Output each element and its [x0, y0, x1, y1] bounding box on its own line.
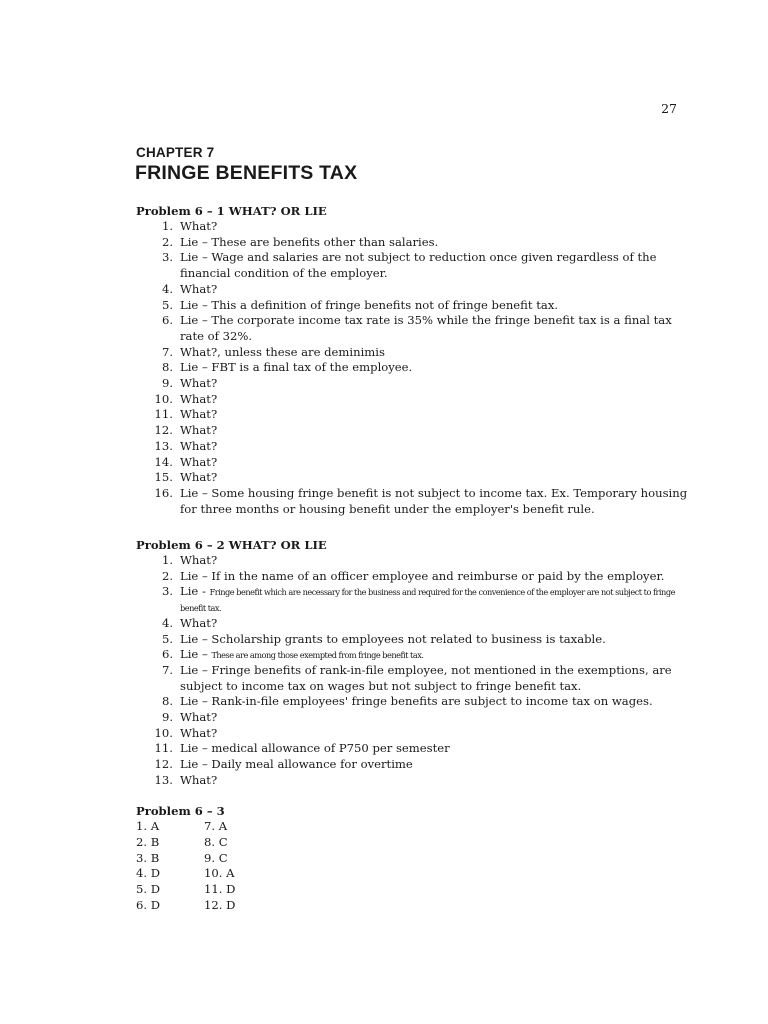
list-item — [136, 663, 696, 694]
item-text: Lie – This a definition of fringe benefits not of fringe benefit tax. — [180, 297, 559, 312]
answer-row — [136, 882, 235, 898]
item-number: 2. — [161, 568, 173, 583]
problem-1-title: Problem 6 – 1 WHAT? OR LIE — [136, 204, 327, 218]
list-item — [136, 569, 696, 585]
item-text: Lie – FBT is a final tax of the employee. — [180, 360, 413, 375]
list-item — [136, 647, 696, 663]
list-item — [136, 392, 696, 408]
item-text: What? — [180, 615, 218, 630]
item-number: 12. — [154, 757, 173, 772]
answer-cell: 6. D — [136, 897, 161, 912]
answer-cell: 3. B — [136, 850, 160, 865]
item-number: 1. — [161, 553, 173, 567]
item-number: 13. — [154, 772, 173, 787]
list-item — [136, 553, 696, 569]
item-prefix: Lie – — [180, 647, 212, 662]
item-number: 10. — [154, 391, 173, 406]
answer-row — [136, 835, 235, 851]
item-text: Lie – Daily meal allowance for overtime — [180, 757, 413, 772]
item-text: What?, unless these are deminimis — [180, 344, 385, 359]
item-number: 14. — [154, 454, 173, 469]
problem-3-title: Problem 6 – 3 — [136, 804, 225, 818]
list-item — [136, 773, 696, 789]
answer-cell: 10. A — [204, 866, 235, 881]
answer-cell: 12. D — [204, 897, 236, 912]
item-small-text: Fringe benefit which are necessary for the business and required for the convenience of the employer are not subject to fringe benefit tax. — [180, 587, 675, 614]
item-text: What? — [180, 553, 218, 567]
chapter-label: CHAPTER 7 — [136, 145, 215, 160]
list-item — [136, 694, 696, 710]
answer-row — [136, 819, 235, 835]
item-number: 11. — [154, 407, 173, 422]
list-item — [136, 726, 696, 742]
list-item — [136, 219, 696, 235]
item-number: 11. — [154, 741, 173, 756]
item-number: 2. — [161, 234, 173, 249]
list-item — [136, 376, 696, 392]
item-text: Lie – The corporate income tax rate is 35% while the fringe benefit tax is a final tax rate of 32%. — [180, 313, 672, 343]
item-number: 6. — [161, 313, 173, 328]
problem-2-list — [136, 553, 696, 789]
list-item — [136, 616, 696, 632]
item-text: Lie – medical allowance of P750 per semester — [180, 741, 450, 756]
answer-cell: 9. C — [204, 850, 228, 865]
item-text: Lie – Rank-in-file employees' fringe benefits are subject to income tax on wages. — [180, 694, 653, 709]
answer-cell: 11. D — [204, 882, 236, 897]
item-text: What? — [180, 725, 218, 740]
list-item — [136, 584, 696, 615]
item-text: What? — [180, 376, 218, 391]
answer-row — [136, 898, 235, 914]
item-number: 9. — [161, 710, 173, 725]
list-item — [136, 282, 696, 298]
list-item — [136, 439, 696, 455]
item-text: Lie – Fringe benefits of rank-in-file employee, not mentioned in the exemptions, are subject to income tax on wages but not subject to fringe benefit tax. — [180, 662, 672, 693]
list-item — [136, 710, 696, 726]
list-item — [136, 486, 696, 517]
answer-row — [136, 866, 235, 882]
answer-cell: 2. B — [136, 834, 160, 849]
item-number: 13. — [154, 438, 173, 453]
list-item — [136, 470, 696, 486]
item-number: 10. — [154, 725, 173, 740]
item-number: 12. — [154, 423, 173, 438]
list-item — [136, 360, 696, 376]
list-item — [136, 741, 696, 757]
item-text: What? — [180, 470, 218, 485]
answer-row — [136, 851, 235, 867]
item-number: 4. — [161, 281, 173, 296]
item-text: What? — [180, 219, 218, 233]
item-text: What? — [180, 454, 218, 469]
item-text: Lie – If in the name of an officer employee and reimburse or paid by the employer. — [180, 568, 665, 583]
item-text: Lie – Wage and salaries are not subject to reduction once given regardless of the financial condition of the employer. — [180, 250, 657, 281]
list-item — [136, 455, 696, 471]
answer-cell: 5. D — [136, 882, 161, 897]
item-number: 15. — [154, 470, 173, 485]
item-number: 7. — [161, 662, 173, 677]
item-number: 5. — [161, 631, 173, 646]
item-number: 8. — [161, 694, 173, 709]
item-number: 9. — [161, 376, 173, 391]
chapter-title: FRINGE BENEFITS TAX — [135, 162, 358, 184]
answer-cell: 7. A — [204, 819, 228, 833]
list-item — [136, 757, 696, 773]
list-item — [136, 235, 696, 251]
problem-3-answers — [136, 819, 235, 914]
item-text: Lie – Some housing fringe benefit is not subject to income tax. Ex. Temporary housing for three months or housing benefit under the employer's benefit rule. — [180, 485, 688, 516]
page-number: 27 — [661, 101, 677, 116]
item-text: What? — [180, 438, 218, 453]
list-item — [136, 298, 696, 314]
problem-1-list — [136, 219, 696, 517]
list-item — [136, 423, 696, 439]
item-text: What? — [180, 391, 218, 406]
list-item — [136, 313, 696, 344]
item-number: 16. — [154, 485, 173, 500]
item-number: 3. — [161, 250, 173, 265]
item-number: 8. — [161, 360, 173, 375]
problem-2-title: Problem 6 – 2 WHAT? OR LIE — [136, 538, 327, 552]
answer-cell: 8. C — [204, 834, 228, 849]
item-number: 1. — [161, 219, 173, 233]
item-number: 5. — [161, 297, 173, 312]
list-item — [136, 345, 696, 361]
item-number: 3. — [161, 584, 173, 599]
item-number: 6. — [161, 647, 173, 662]
item-number: 7. — [161, 344, 173, 359]
item-text: What? — [180, 772, 218, 787]
list-item — [136, 632, 696, 648]
item-prefix: Lie - — [180, 584, 210, 599]
list-item — [136, 407, 696, 423]
answer-cell: 4. D — [136, 866, 161, 881]
item-number: 4. — [161, 615, 173, 630]
item-text: What? — [180, 281, 218, 296]
item-text: What? — [180, 407, 218, 422]
item-text: Lie – Scholarship grants to employees not related to business is taxable. — [180, 631, 606, 646]
item-text: What? — [180, 710, 218, 725]
item-text: What? — [180, 423, 218, 438]
item-small-text: These are among those exempted from fringe benefit tax. — [211, 650, 424, 661]
item-text: Lie – These are benefits other than salaries. — [180, 234, 439, 249]
answer-cell: 1. A — [136, 819, 160, 833]
list-item — [136, 250, 696, 281]
